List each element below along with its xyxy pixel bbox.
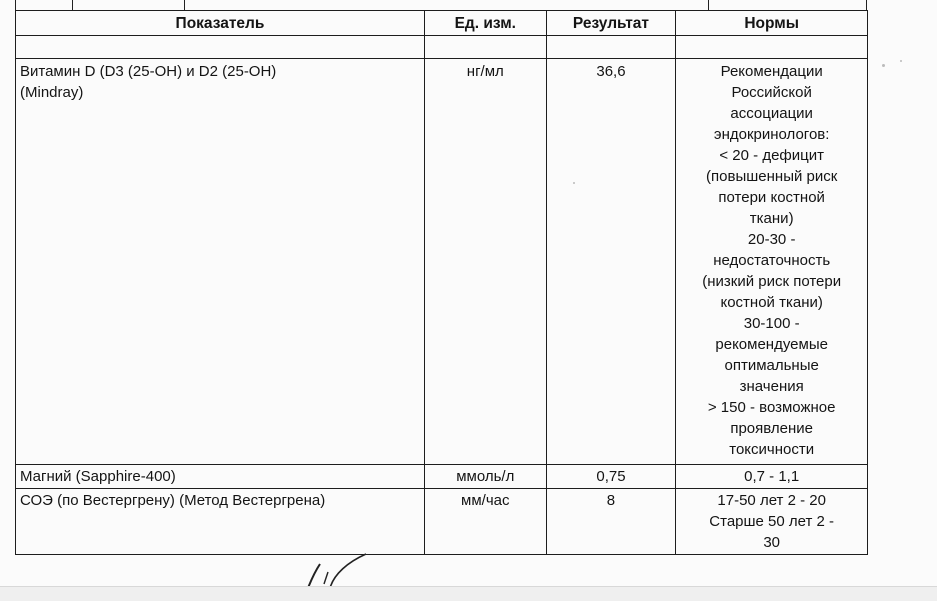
paper-speck — [882, 64, 885, 67]
norm-line: < 20 - дефицит — [719, 147, 824, 164]
norm-line: костной ткани) — [720, 294, 823, 311]
parameter-name-line: Витамин D (D3 (25-OH) и D2 (25-OH) — [20, 63, 277, 80]
norm-line: рекомендуемые — [715, 336, 828, 353]
table-row-vitamin-d — [16, 59, 868, 465]
norm-line: Российской — [731, 84, 812, 101]
norm-line: 30 — [763, 534, 781, 551]
empty-row — [16, 36, 868, 59]
cut-off-row-border — [15, 0, 16, 10]
norm-line: 30-100 - — [743, 315, 800, 332]
norm-line: эндокринологов: — [713, 126, 830, 143]
cut-off-row-border — [708, 0, 709, 10]
norm-line: токсичности — [729, 441, 815, 458]
table-row-magnesium — [16, 465, 868, 489]
empty-cell — [676, 36, 868, 59]
table-row-esr — [16, 489, 868, 555]
norm-line: 20-30 - — [747, 231, 796, 248]
norm-line: проявление — [730, 420, 813, 437]
norm-cell — [676, 59, 868, 465]
signature-stroke — [290, 548, 410, 586]
result-cell: 36,6 — [546, 59, 676, 465]
result-cell: 8 — [546, 489, 676, 555]
empty-cell — [425, 36, 547, 59]
norm-line: оптимальные — [724, 357, 819, 374]
unit-cell: ммоль/л — [425, 465, 547, 489]
screenshot-bottom-band — [0, 586, 937, 601]
parameter-cell: СОЭ (по Вестергрену) (Метод Вестергрена) — [16, 489, 425, 555]
table-header-row — [16, 11, 868, 36]
norm-cell — [676, 489, 868, 555]
norm-line: Рекомендации — [720, 63, 823, 80]
norm-line: Старше 50 лет 2 - — [709, 513, 835, 530]
norm-line: > 150 - возможное — [707, 399, 836, 416]
empty-cell — [546, 36, 676, 59]
unit-cell: нг/мл — [425, 59, 547, 465]
results-table — [15, 10, 868, 555]
parameter-cell: Магний (Sapphire-400) — [16, 465, 425, 489]
unit-cell: мм/час — [425, 489, 547, 555]
norm-line: недостаточность — [713, 252, 831, 269]
empty-cell — [16, 36, 425, 59]
norm-line: (повышенный риск — [706, 168, 838, 185]
header-norms: Нормы — [676, 11, 868, 36]
norm-line: 17-50 лет 2 - 20 — [717, 492, 826, 509]
header-result: Результат — [546, 11, 676, 36]
cut-off-row-border — [866, 0, 867, 10]
norm-line: значения — [739, 378, 804, 395]
result-cell: 0,75 — [546, 465, 676, 489]
norm-line: ткани) — [749, 210, 794, 227]
norm-line: (низкий риск потери — [702, 273, 842, 290]
norm-cell: 0,7 - 1,1 — [676, 465, 868, 489]
cut-off-row-border — [184, 0, 185, 10]
header-parameter: Показатель — [16, 11, 425, 36]
header-unit: Ед. изм. — [425, 11, 547, 36]
parameter-name-line: (Mindray) — [20, 84, 84, 101]
cut-off-row-border — [72, 0, 73, 10]
paper-speck — [573, 182, 575, 184]
paper-speck — [900, 60, 902, 62]
norm-line: потери костной — [718, 189, 825, 206]
parameter-cell — [16, 59, 425, 465]
norm-line: ассоциации — [730, 105, 813, 122]
